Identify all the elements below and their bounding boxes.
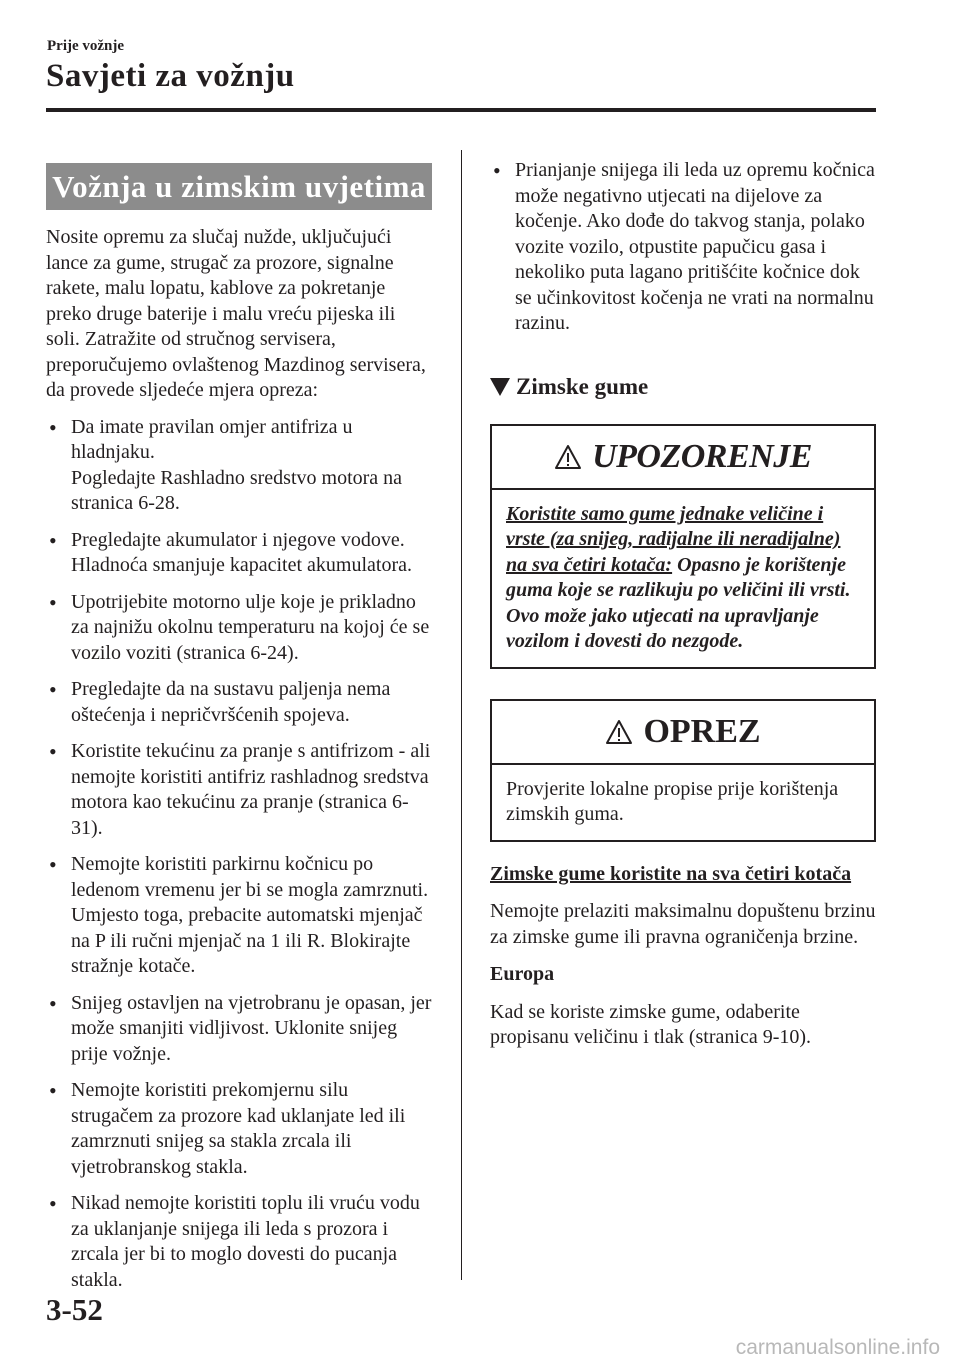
- list-item: • Snijeg ostavljen na vjetrobranu je opasan, jer može smanjiti vidljivost. Uklonite snijeg prije vožnje.: [46, 991, 432, 1068]
- section-banner: Vožnja u zimskim uvjetima: [46, 163, 432, 210]
- caution-title: OPREZ: [643, 712, 761, 750]
- caution-header: [492, 701, 874, 765]
- speed-paragraph: Nemojte prelaziti maksimalnu dopuštenu brzinu za zimske gume ili pravna ograničenja brzine.: [490, 900, 876, 948]
- right-column: [490, 158, 876, 1051]
- caution-triangle-icon: [605, 719, 633, 745]
- precaution-list: [46, 415, 432, 1294]
- breadcrumb: Prije vožnje: [47, 38, 125, 54]
- left-column: [46, 163, 432, 1293]
- brake-list: [490, 158, 876, 337]
- watermark: carmanualsonline.info: [735, 1336, 940, 1359]
- list-item: • Nemojte koristiti prekomjernu silu strugačem za prozore kad uklanjate led ili zamrznuti snijeg sa stakla zrcala ili vjetrobranskog stakla.: [46, 1078, 432, 1180]
- header-rule: [46, 108, 876, 112]
- pressure-paragraph: Kad se koriste zimske gume, odaberite propisanu veličinu i tlak (stranica 9-10).: [490, 1000, 812, 1048]
- warning-box: [490, 424, 876, 669]
- warning-underlined-text: Koristite samo gume jednake veličine i vrste (za snijeg, radijalne ili neradijalne) na sva četiri kotača:: [506, 502, 841, 576]
- warning-triangle-icon: [554, 444, 582, 470]
- list-item: • Nikad nemojte koristiti toplu ili vruću vodu za uklanjanje snijega ili leda s prozora i zrcala jer bi to moglo dovesti do pucanja stakla.: [46, 1191, 432, 1293]
- list-item: • Koristite tekućinu za pranje s antifrizom - ali nemojte koristiti antifriz rashladnog sredstva motora kao tekućinu za pranje (stranica 6-31).: [46, 739, 432, 841]
- list-item: • Upotrijebite motorno ulje koje je prikladno za najnižu okolnu temperaturu na kojoj će se vozilo voziti (stranica 6-24).: [46, 590, 432, 667]
- caution-body: Provjerite lokalne propise prije korištenja zimskih guma.: [506, 777, 839, 825]
- column-divider: [461, 150, 462, 1280]
- warning-title: UPOZORENJE: [592, 437, 812, 475]
- list-item: • Prianjanje snijega ili leda uz opremu kočnica može negativno utjecati na dijelove za kočenje. Ako dođe do takvog stanja, polako vozite vozilo, otpustite papučicu gasa i nekoliko puta lagano pritišćite kočnice dok se učinkovitost kočenja ne vrati na normalnu razinu.: [490, 158, 876, 337]
- subsection-title: Zimske gume: [516, 373, 649, 399]
- intro-paragraph: Nosite opremu za slučaj nužde, uključujući lance za gume, strugač za prozore, signalne rakete, malu lopatu, kablove za pokretanje preko druge baterije i malu vreću pijeska ili soli. Zatražite od stručnog servisera, preporučujemo ovlaštenog Mazdinog servisera, da provede sljedeće mjera opreza:: [46, 226, 426, 401]
- subsection-heading: [490, 374, 876, 400]
- triangle-down-icon: [490, 378, 510, 396]
- page-number: 3-52: [46, 1292, 103, 1327]
- list-item: • Pregledajte akumulator i njegove vodove. Hladnoća smanjuje kapacitet akumulatora.: [46, 528, 432, 579]
- warning-body: [492, 490, 874, 667]
- tires-heading: Zimske gume koristite na sva četiri kotača: [490, 862, 852, 885]
- warning-header: [492, 426, 874, 490]
- caution-box: [490, 699, 876, 842]
- list-item: • Pregledajte da na sustavu paljenja nema oštećenja i nepričvršćenih spojeva.: [46, 677, 432, 728]
- list-item: • Nemojte koristiti parkirnu kočnicu po ledenom vremenu jer bi se mogla zamrznuti. Umjesto toga, prebacite automatski mjenjač na P ili ručni mjenjač na 1 ili R. Blokirajte stražnje kotače.: [46, 852, 432, 980]
- warning-text: Opasno je korištenje guma koje se razlikuju po veličini ili vrsti. Ovo može jako utjecati na upravljanje vozilom i dovesti do nezgode.: [506, 553, 851, 652]
- list-item: • Da imate pravilan omjer antifriza u hladnjaku. Pogledajte Rashladno sredstvo motora na stranica 6-28.: [46, 415, 432, 517]
- page-title: Savjeti za vožnju: [46, 58, 295, 94]
- region-label: Europa: [490, 963, 555, 985]
